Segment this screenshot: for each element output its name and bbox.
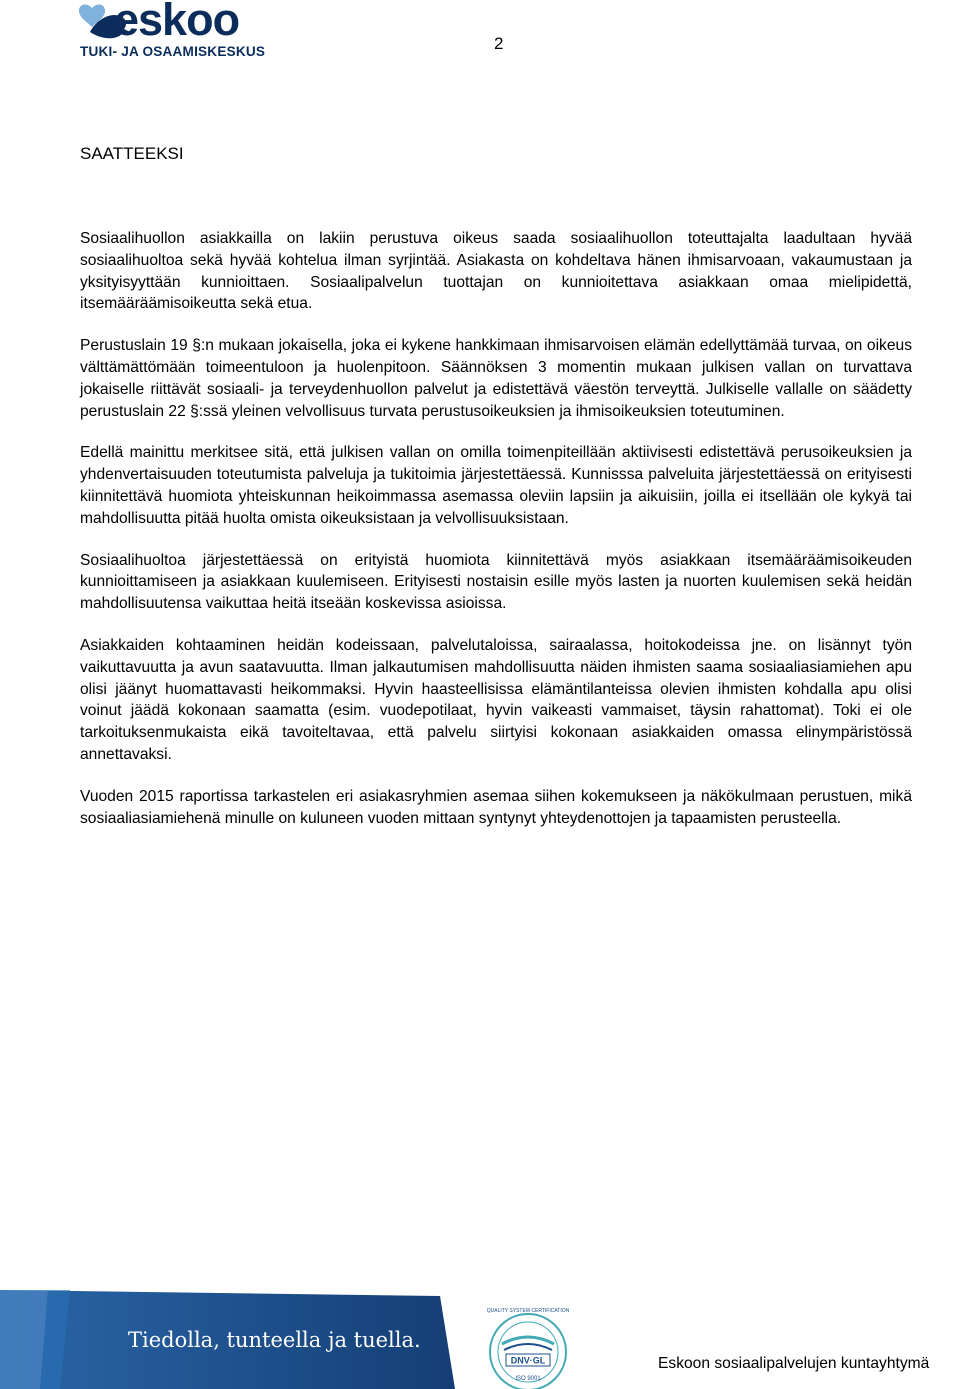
cert-standard: ISO 9001 bbox=[515, 1376, 541, 1382]
paragraph: Sosiaalihuollon asiakkailla on lakiin perustuva oikeus saada sosiaalihuollon toteuttajalta laadultaan hyvää sosiaalihuoltoa sekä hyvää kohtelua ilman syrjintää. Asiakasta on kohdeltava hänen ihmisarvoaan, vakaumustaan ja yksityisyyttään kunnioittaen. Sosiaalipalvelun tuottajan on kunnioitettava asiakkaan omaa mielipidettä, itsemääräämisoikeutta sekä etua. bbox=[80, 230, 912, 313]
cert-mark: DNV·GL bbox=[510, 1355, 546, 1366]
certification-badge bbox=[480, 1300, 576, 1389]
section-heading: SAATTEEKSI bbox=[80, 144, 184, 163]
paragraph: Perustuslain 19 §:n mukaan jokaisella, joka ei kykene hankkimaan ihmisarvoisen elämän edellyttämää turvaa, on oikeus välttämättömään toimeentuloon ja huolenpitoon. Säännöksen 3 momentin mukaan julkisen vallan on turvattava jokaiselle riittävät sosiaali- ja terveydenhuollon palvelut ja edistettävä väestön terveyttä. Julkiselle vallalle on säädetty perustuslain 22 §:ssä yleinen velvollisuus turvata perustusoikeuksien ja ihmisoikeuksien toteutuminen. bbox=[80, 337, 912, 420]
certification-seal-icon bbox=[480, 1300, 576, 1389]
footer-organization: Eskoon sosiaalipalvelujen kuntayhtymä bbox=[658, 1355, 930, 1372]
footer-slogan: Tiedolla, tunteella ja tuella. bbox=[128, 1328, 421, 1352]
eskoo-logo bbox=[78, 2, 278, 64]
body-text bbox=[80, 228, 912, 849]
paragraph: Asiakkaiden kohtaaminen heidän kodeissaan, palvelutaloissa, sairaalassa, hoitokodeissa jne. on lisännyt työn vaikuttavuutta ja avun saatavuutta. Ilman jalkautumisen mahdollisuutta näiden ihmisten saama sosiaaliasiamiehen apu olisi jäänyt huomattavasti heikommaksi. Hyvin haasteellisissa elämäntilanteissa olevien ihmisten kohdalla apu olisi voinut jäädä kokonaan saamatta (esim. vuodepotilaat, hyvin vaikeasti vammaiset, täysin rahattomat). Toki ei ole tarkoituksenmukaista eikä tavoiteltavaa, että palvelu siirtyisi kokonaan asiakkaiden omassa elinympäristössä annettavaksi. bbox=[80, 636, 912, 763]
page-number: 2 bbox=[494, 34, 504, 53]
paragraph: Sosiaalihuoltoa järjestettäessä on erityistä huomiota kiinnitettävä myös asiakkaan itsemääräämisoikeuden kunnioittamiseen ja asiakkaan kuulemiseen. Erityisesti nostaisin esille myös lasten ja nuorten kuulemisen sekä heidän mahdollisuutensa vaikuttaa heitä itseään koskevissa asioissa. bbox=[80, 551, 912, 613]
paragraph: Vuoden 2015 raportissa tarkastelen eri asiakasryhmien asemaa siihen kokemukseen ja näkökulmaan perustuen, mikä sosiaaliasiamiehenä minulle on kuluneen vuoden mittaan syntynyt yhteydenottojen ja tapaamisten perusteella. bbox=[80, 787, 912, 827]
cert-top-text: QUALITY SYSTEM CERTIFICATION bbox=[486, 1308, 570, 1314]
logo-subtitle: TUKI- JA OSAAMISKESKUS bbox=[80, 44, 266, 59]
logo-wordmark: eskoo bbox=[114, 0, 240, 45]
paragraph: Edellä mainittu merkitsee sitä, että julkisen vallan on omilla toimenpiteillään aktiivisesti edistettävä perusoikeuksien ja yhdenvertaisuuden toteutumista palveluja ja tukitoimia järjestettäessä. Kunnisssa palveluita järjestettäessä on erityisesti kiinnitettävä huomiota yhteiskunnan heikoimmassa asemassa oleviin lapsiin ja aikuisiin, joilla ei itsellään ole kykyä tai mahdollisuutta pitää huolta omista oikeuksistaan ja velvollisuuksistaan. bbox=[80, 444, 912, 527]
